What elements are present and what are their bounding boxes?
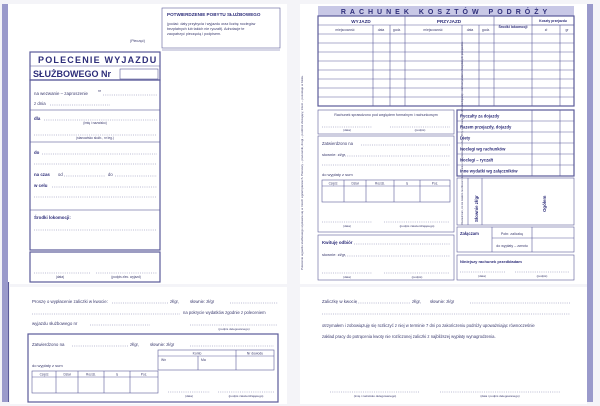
- approved-label: Zatwierdzono na: [322, 141, 353, 146]
- verified-text: Rachunek sprawdzono pod względem formalnym i rachunkowym: [334, 113, 438, 117]
- class-col-position: Poz.: [431, 181, 439, 186]
- col-arrival-date: data: [466, 28, 474, 32]
- attachments-label: Załączam: [460, 231, 479, 236]
- receipt-signature-caption: (podpis): [411, 275, 423, 279]
- col-arrival-time: godz.: [481, 28, 491, 32]
- verified-signature-caption: (podpis): [414, 128, 426, 132]
- expense-title: RACHUNEK KOSZTÓW PODRÓŻY: [340, 9, 552, 16]
- advance-date-caption: (data): [185, 394, 193, 398]
- adv-class-col-paragraph: §: [116, 372, 118, 377]
- advance-request-label: Proszę o wypłacenie zaliczki w kwocie:: [32, 299, 108, 304]
- adv-class-col-part: Część: [39, 372, 49, 377]
- payout-refund-label: do wypłaty – zwrotu: [496, 244, 528, 248]
- summary-row-label: Razem przejazdy, dojazdy: [460, 124, 512, 130]
- advance-delegate-signature-caption: (podpis delegowanego): [218, 327, 250, 331]
- advance-taken-label: Pobr. zaliczkę: [500, 232, 524, 236]
- departure-header: WYJAZD: [351, 19, 371, 24]
- col-arrival-place: miejscowość: [423, 28, 443, 32]
- side-note: Oświadczam, że nie miałem możliwości skorzystania z bezpłatnego noclegu. Przy rozliczaniu ryczałtów za dojazdy – nie korzystałem z bezpłatnych przejazdów.: [461, 41, 464, 225]
- receipt-text-1: otrzymałem i zobowiązuję się rozliczyć z niej w terminie 7 dni po zakończeniu podróży upoważniając równocześnie: [322, 323, 535, 328]
- advance-zlgr-label: zł/gr,: [170, 299, 179, 304]
- confirmation-text-1: (podać: daty przybycia i wyjazdu oraz liczbę noclegów: [167, 22, 256, 26]
- receipt-page: [300, 287, 587, 404]
- position-caption: (stanowisko służb., nr leg.): [76, 136, 114, 140]
- class-col-division: Dział: [351, 181, 359, 186]
- summary-row-label: Diety: [460, 135, 471, 141]
- invitation-nr-label: nr: [98, 89, 102, 93]
- receipt-label: Kwituję odbiór: [322, 240, 353, 245]
- name-caption: (imię i nazwisko): [83, 121, 107, 125]
- debit-label: Wn: [161, 358, 167, 362]
- class-col-part: Część: [328, 181, 338, 186]
- credit-label: Ma: [201, 358, 206, 362]
- advance-payout-label: do wypłaty z sum: [32, 363, 63, 368]
- date-label: z dnia: [34, 101, 46, 106]
- advance-receipt-label: Zaliczkę w kwocie: [322, 299, 358, 304]
- confirmation-text-2: bezpłatnych lub takich nie ryczałt). Adnotacje te: [167, 27, 245, 31]
- advance-approved-words-label: słownie: zł/gr: [150, 342, 175, 347]
- approved-signature-caption: (podpis zatwierdzającego): [399, 224, 435, 228]
- adv-class-col-chapter: Rozdz.: [86, 372, 96, 377]
- receipt-date-signature-caption: (data i podpis delegowanego): [480, 394, 520, 398]
- confirmation-title: POTWIERDZENIE POBYTU SŁUŻBOWEGO: [167, 12, 261, 17]
- verified-date-caption: (data): [343, 128, 351, 132]
- right-stripe: [587, 4, 593, 402]
- receipt-name-caption: (imię i nazwisko delegowanego): [353, 394, 397, 398]
- stamp-label: (Pieczęć): [130, 39, 145, 43]
- confirmation-text-3: zaopatrzyć pieczęcią i podpisem.: [167, 32, 222, 36]
- advance-approver-caption: (podpis zatwierdzającego): [228, 394, 264, 398]
- order-date-caption: (data): [55, 275, 65, 279]
- margin-note: Polecenie wyjazdu służbowego wystawia się w trzech egzemplarzach. Pierwszy – pracownik, drugi – podmiot zlecający, trzeci – pozostaje w bloku.: [300, 74, 304, 270]
- order-signature-caption: (podpis zlec. wyjazd): [111, 275, 141, 279]
- class-col-paragraph: §: [406, 181, 408, 186]
- approved-date-caption: (data): [343, 224, 351, 228]
- transport-header: Środki lokomocji: [498, 25, 528, 29]
- for-label: dla: [34, 116, 41, 121]
- cost-header: Koszty przejazdu: [539, 19, 567, 23]
- approved-words-label: słownie: zł/gr: [322, 152, 346, 157]
- order-title-line2: SŁUŻBOWEGO Nr: [33, 69, 111, 79]
- adv-class-col-division: Dział: [63, 372, 71, 377]
- advance-trip-label: wyjazdu służbowego nr: [32, 321, 78, 326]
- invitation-label: na wezwanie – zaproszenie: [34, 91, 88, 96]
- account-header: Konto: [192, 351, 202, 356]
- submit-date-caption: (data): [478, 274, 486, 278]
- payout-label: do wypłaty z sum: [322, 172, 353, 177]
- class-col-chapter: Rozdz.: [375, 181, 385, 186]
- summary-row-label: Ryczałty za dojazdy: [460, 113, 500, 119]
- total-words-label: Słownie zł/gr: [474, 195, 479, 222]
- period-from-label: od: [58, 172, 63, 177]
- col-departure-date: data: [377, 28, 385, 32]
- summary-row-label: Noclegi – ryczałt: [460, 157, 494, 163]
- transport-label: Środki lokomocji:: [34, 215, 71, 220]
- advance-receipt-words-label: słownie: zł/gr: [430, 299, 455, 304]
- arrival-header: PRZYJAZD: [436, 19, 462, 24]
- summary-row-label: Inne wydatki wg załączników: [460, 168, 518, 174]
- order-page: [10, 4, 287, 284]
- advance-approved-zlgr: zł/gr,: [130, 342, 139, 347]
- col-zl: zł: [544, 28, 548, 32]
- receipt-date-caption: (data): [343, 275, 351, 279]
- col-departure-place: miejscowość: [335, 28, 355, 32]
- advance-approved-label: Zatwierdzono na: [32, 342, 65, 347]
- summary-row-label: Noclegi wg rachunków: [460, 146, 506, 152]
- advance-words-label: słownie: zł/gr: [190, 299, 215, 304]
- order-title-line1: POLECENIE WYJAZDU: [38, 55, 158, 65]
- col-departure-time: godz.: [392, 28, 402, 32]
- destination-label: do: [34, 150, 40, 155]
- receipt-words-label: słownie: zł/gr: [322, 252, 346, 257]
- left-stripe: [2, 4, 8, 402]
- receipt-text-2: zakład pracy do potrącenia kwoty nie rozliczonej zaliczki z najbliższej wypłaty wynagrodzenia.: [322, 334, 496, 339]
- col-gr: gr: [565, 28, 569, 32]
- period-label: na czas: [34, 172, 50, 177]
- total-label: Ogółem: [542, 195, 547, 212]
- advance-purpose-label: na pokrycie wydatków zgodnie z poleceniem: [183, 310, 266, 315]
- submit-signature-caption: (podpis): [536, 274, 548, 278]
- advance-receipt-zlgr: zł/gr,: [412, 299, 421, 304]
- purpose-label: w celu: [34, 183, 48, 188]
- adv-class-col-position: Poz.: [140, 372, 148, 377]
- document-number-header: Nr dowodu: [246, 351, 264, 356]
- submit-label: Niniejszy rachunek przedkładam: [460, 259, 522, 264]
- period-to-label: do: [108, 172, 113, 177]
